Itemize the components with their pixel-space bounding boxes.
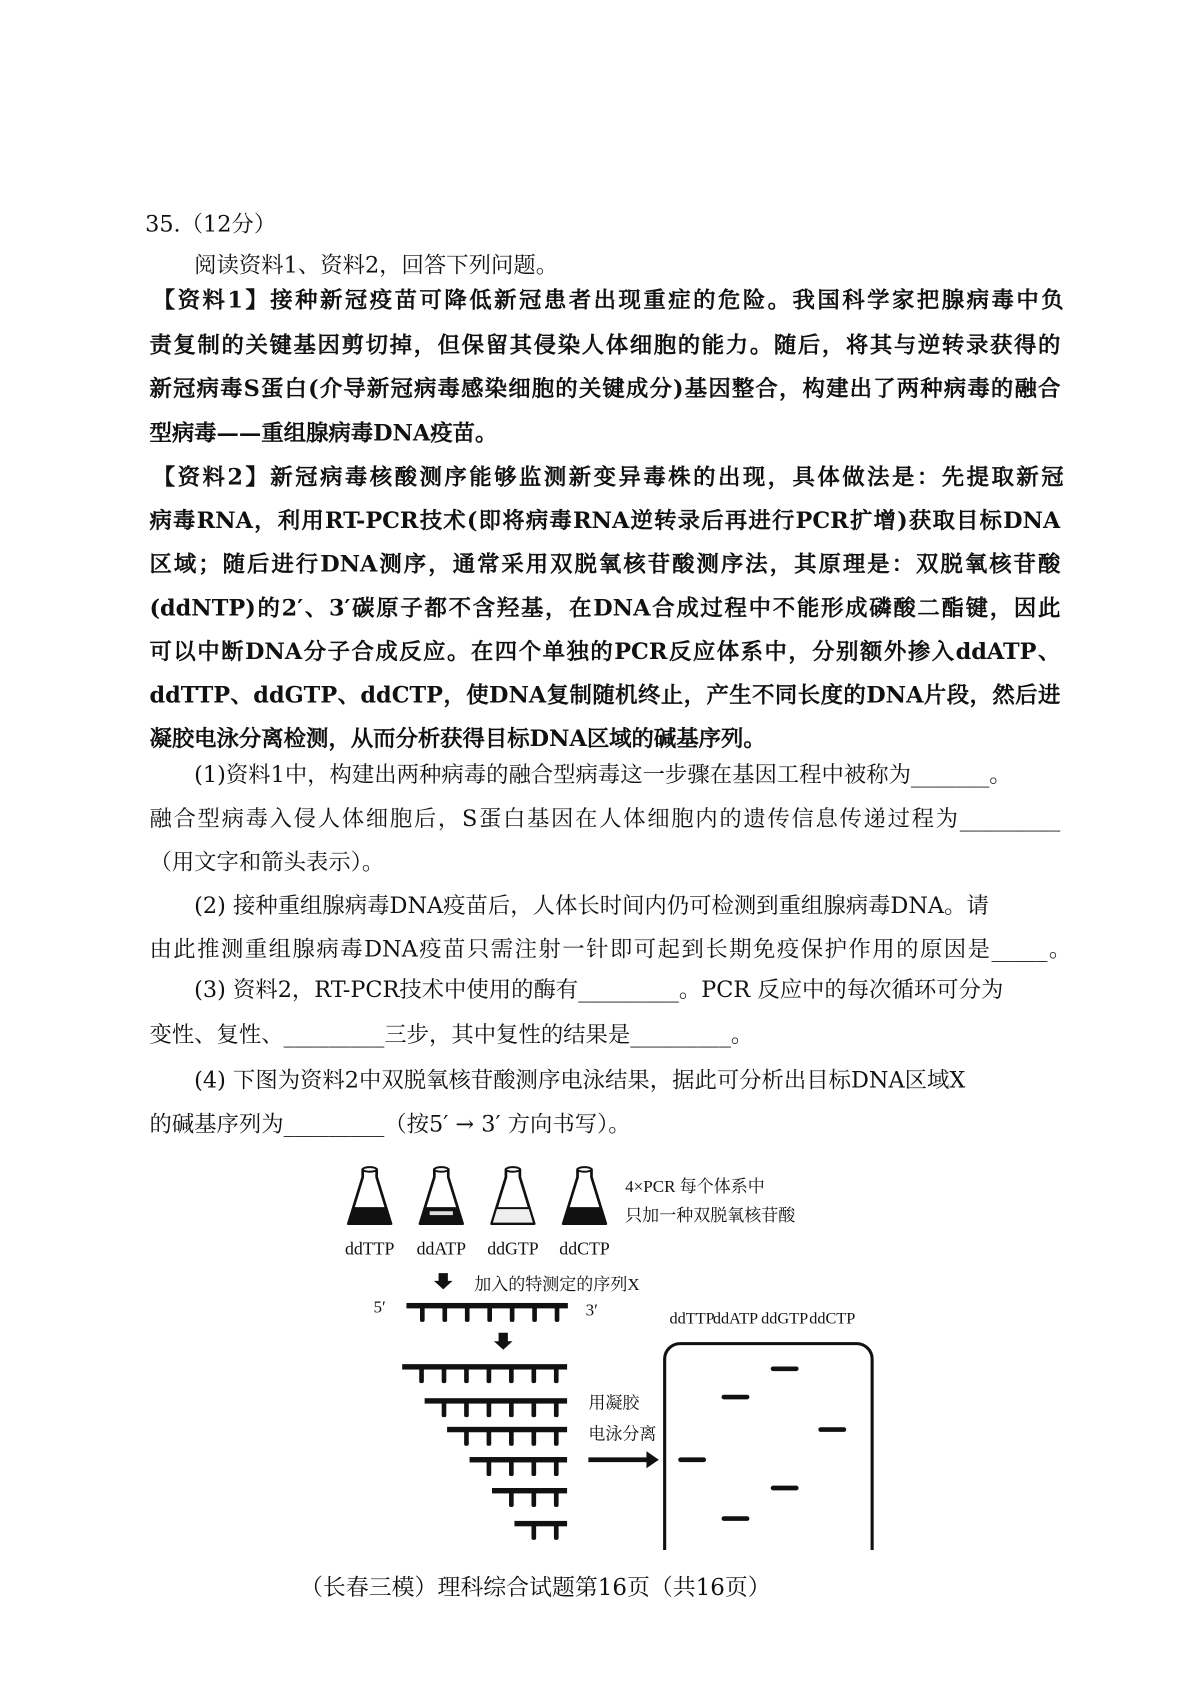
intro: 阅读资料1、资料2，回答下列问题。 [194,251,559,279]
material2-line: 区域；随后进行DNA测序，通常采用双脱氧核苷酸测序法，其原理是：双脱氧核苷酸 [149,550,1061,578]
gel-lane-label: ddGTP [761,1309,809,1328]
q4-line: (4) 下图为资料2中双脱氧核苷酸测序电泳结果，据此可分析出目标DNA区域X [194,1066,966,1094]
material2-line: 【资料2】新冠病毒核酸测序能够监测新变异毒株的出现，具体做法是：先提取新冠 [152,463,1064,490]
material2-line: 凝胶电泳分离检测，从而分析获得目标DNA区域的碱基序列。 [149,725,766,752]
gel-lane-label: ddCTP [809,1309,856,1328]
flask-group [345,1167,610,1258]
down-arrow-icon [494,1333,513,1350]
flask-icon-ddCTP [559,1167,610,1258]
dna-fragment [514,1521,567,1540]
q1-line: 融合型病毒入侵人体细胞后，S蛋白基因在人体细胞内的遗传信息传递过程为_________ [149,805,1061,832]
note-line1: 4×PCR 每个体系中 [625,1176,765,1196]
flask-icon-ddATP [417,1167,467,1258]
gel-band-ddTTP [678,1457,706,1462]
q2-line: 由此推测重组腺病毒DNA疫苗只需注射一针即可起到长期免疫保护作用的原因是_____。 [149,935,1072,963]
gel-box [665,1344,872,1550]
gel-lane-label: ddATP [712,1309,759,1328]
end-5-label: 5′ [373,1297,386,1317]
q1-line: （用文字和箭头表示）。 [149,848,385,875]
sequencing-figure [300,1150,900,1550]
gel-band-ddCTP [818,1427,846,1432]
page-footer: （长春三模）理科综合试题第16页（共16页） [299,1574,771,1601]
material2-line: 病毒RNA，利用RT-PCR技术(即将病毒RNA逆转录后再进行PCR扩增)获取目标DNA [149,507,1061,534]
q3-line: 变性、复性、_________三步，其中复性的结果是_________。 [149,1021,754,1048]
question-header: 35.（12分） [145,210,277,237]
gel-band-ddATP [722,1395,750,1400]
dna-fragment [492,1488,567,1507]
end-3-label: 3′ [585,1300,598,1320]
gel-lane-label: ddTTP [669,1309,715,1328]
flask-label: ddTTP [344,1238,395,1259]
gel-lanes [670,1309,856,1550]
down-arrow-icon [434,1273,453,1289]
separation-line1: 用凝胶 [588,1393,640,1413]
sequence-label: 加入的特测定的序列X [474,1275,640,1295]
gel-band-ddGTP [771,1366,799,1371]
material2-line: (ddNTP)的2′、3′碳原子都不含羟基，在DNA合成过程中不能形成磷酸二酯键，因此 [149,594,1061,621]
right-arrow-icon [588,1451,658,1468]
dna-fragment [447,1427,567,1446]
material1-line: 【资料1】接种新冠疫苗可降低新冠患者出现重症的危险。我国科学家把腺病毒中负 [152,286,1064,314]
material2-line: 可以中断DNA分子合成反应。在四个单独的PCR反应体系中，分别额外掺入ddATP、 [149,638,1061,665]
material1-line: 型病毒——重组腺病毒DNA疫苗。 [149,419,498,447]
gel-band-ddGTP [771,1486,799,1491]
dna-fragment [470,1457,568,1476]
gel-band-ddATP [722,1516,750,1521]
q3-line: (3) 资料2，RT-PCR技术中使用的酶有_________。PCR 反应中的每次循环可分为 [194,976,1004,1003]
note-line2: 只加一种双脱氧核苷酸 [625,1205,796,1225]
separation-line2: 电泳分离 [588,1424,657,1444]
flask-icon-ddGTP [487,1167,539,1258]
dna-fragment [425,1398,567,1417]
flask-label: ddCTP [559,1238,610,1259]
material1-line: 责复制的关键基因剪切掉，但保留其侵染人体细胞的能力。随后，将其与逆转录获得的 [149,331,1061,358]
flask-label: ddGTP [487,1238,539,1259]
q1-line: (1)资料1中，构建出两种病毒的融合型病毒这一步骤在基因工程中被称为_______。 [194,761,1012,788]
dna-fragment [406,1303,567,1322]
dna-fragment [402,1364,567,1383]
q2-line: (2) 接种重组腺病毒DNA疫苗后，人体长时间内仍可检测到重组腺病毒DNA。请 [194,892,989,919]
material2-line: ddTTP、ddGTP、ddCTP，使DNA复制随机终止，产生不同长度的DNA片段，然后进 [149,681,1061,708]
flask-icon-ddTTP [345,1167,395,1258]
flask-label: ddATP [416,1238,467,1259]
material1-line: 新冠病毒S蛋白(介导新冠病毒感染细胞的关键成分)基因整合，构建出了两种病毒的融合 [149,375,1061,402]
dna-strands [402,1303,568,1550]
q4-line: 的碱基序列为_________（按5′ → 3′ 方向书写）。 [149,1110,631,1137]
